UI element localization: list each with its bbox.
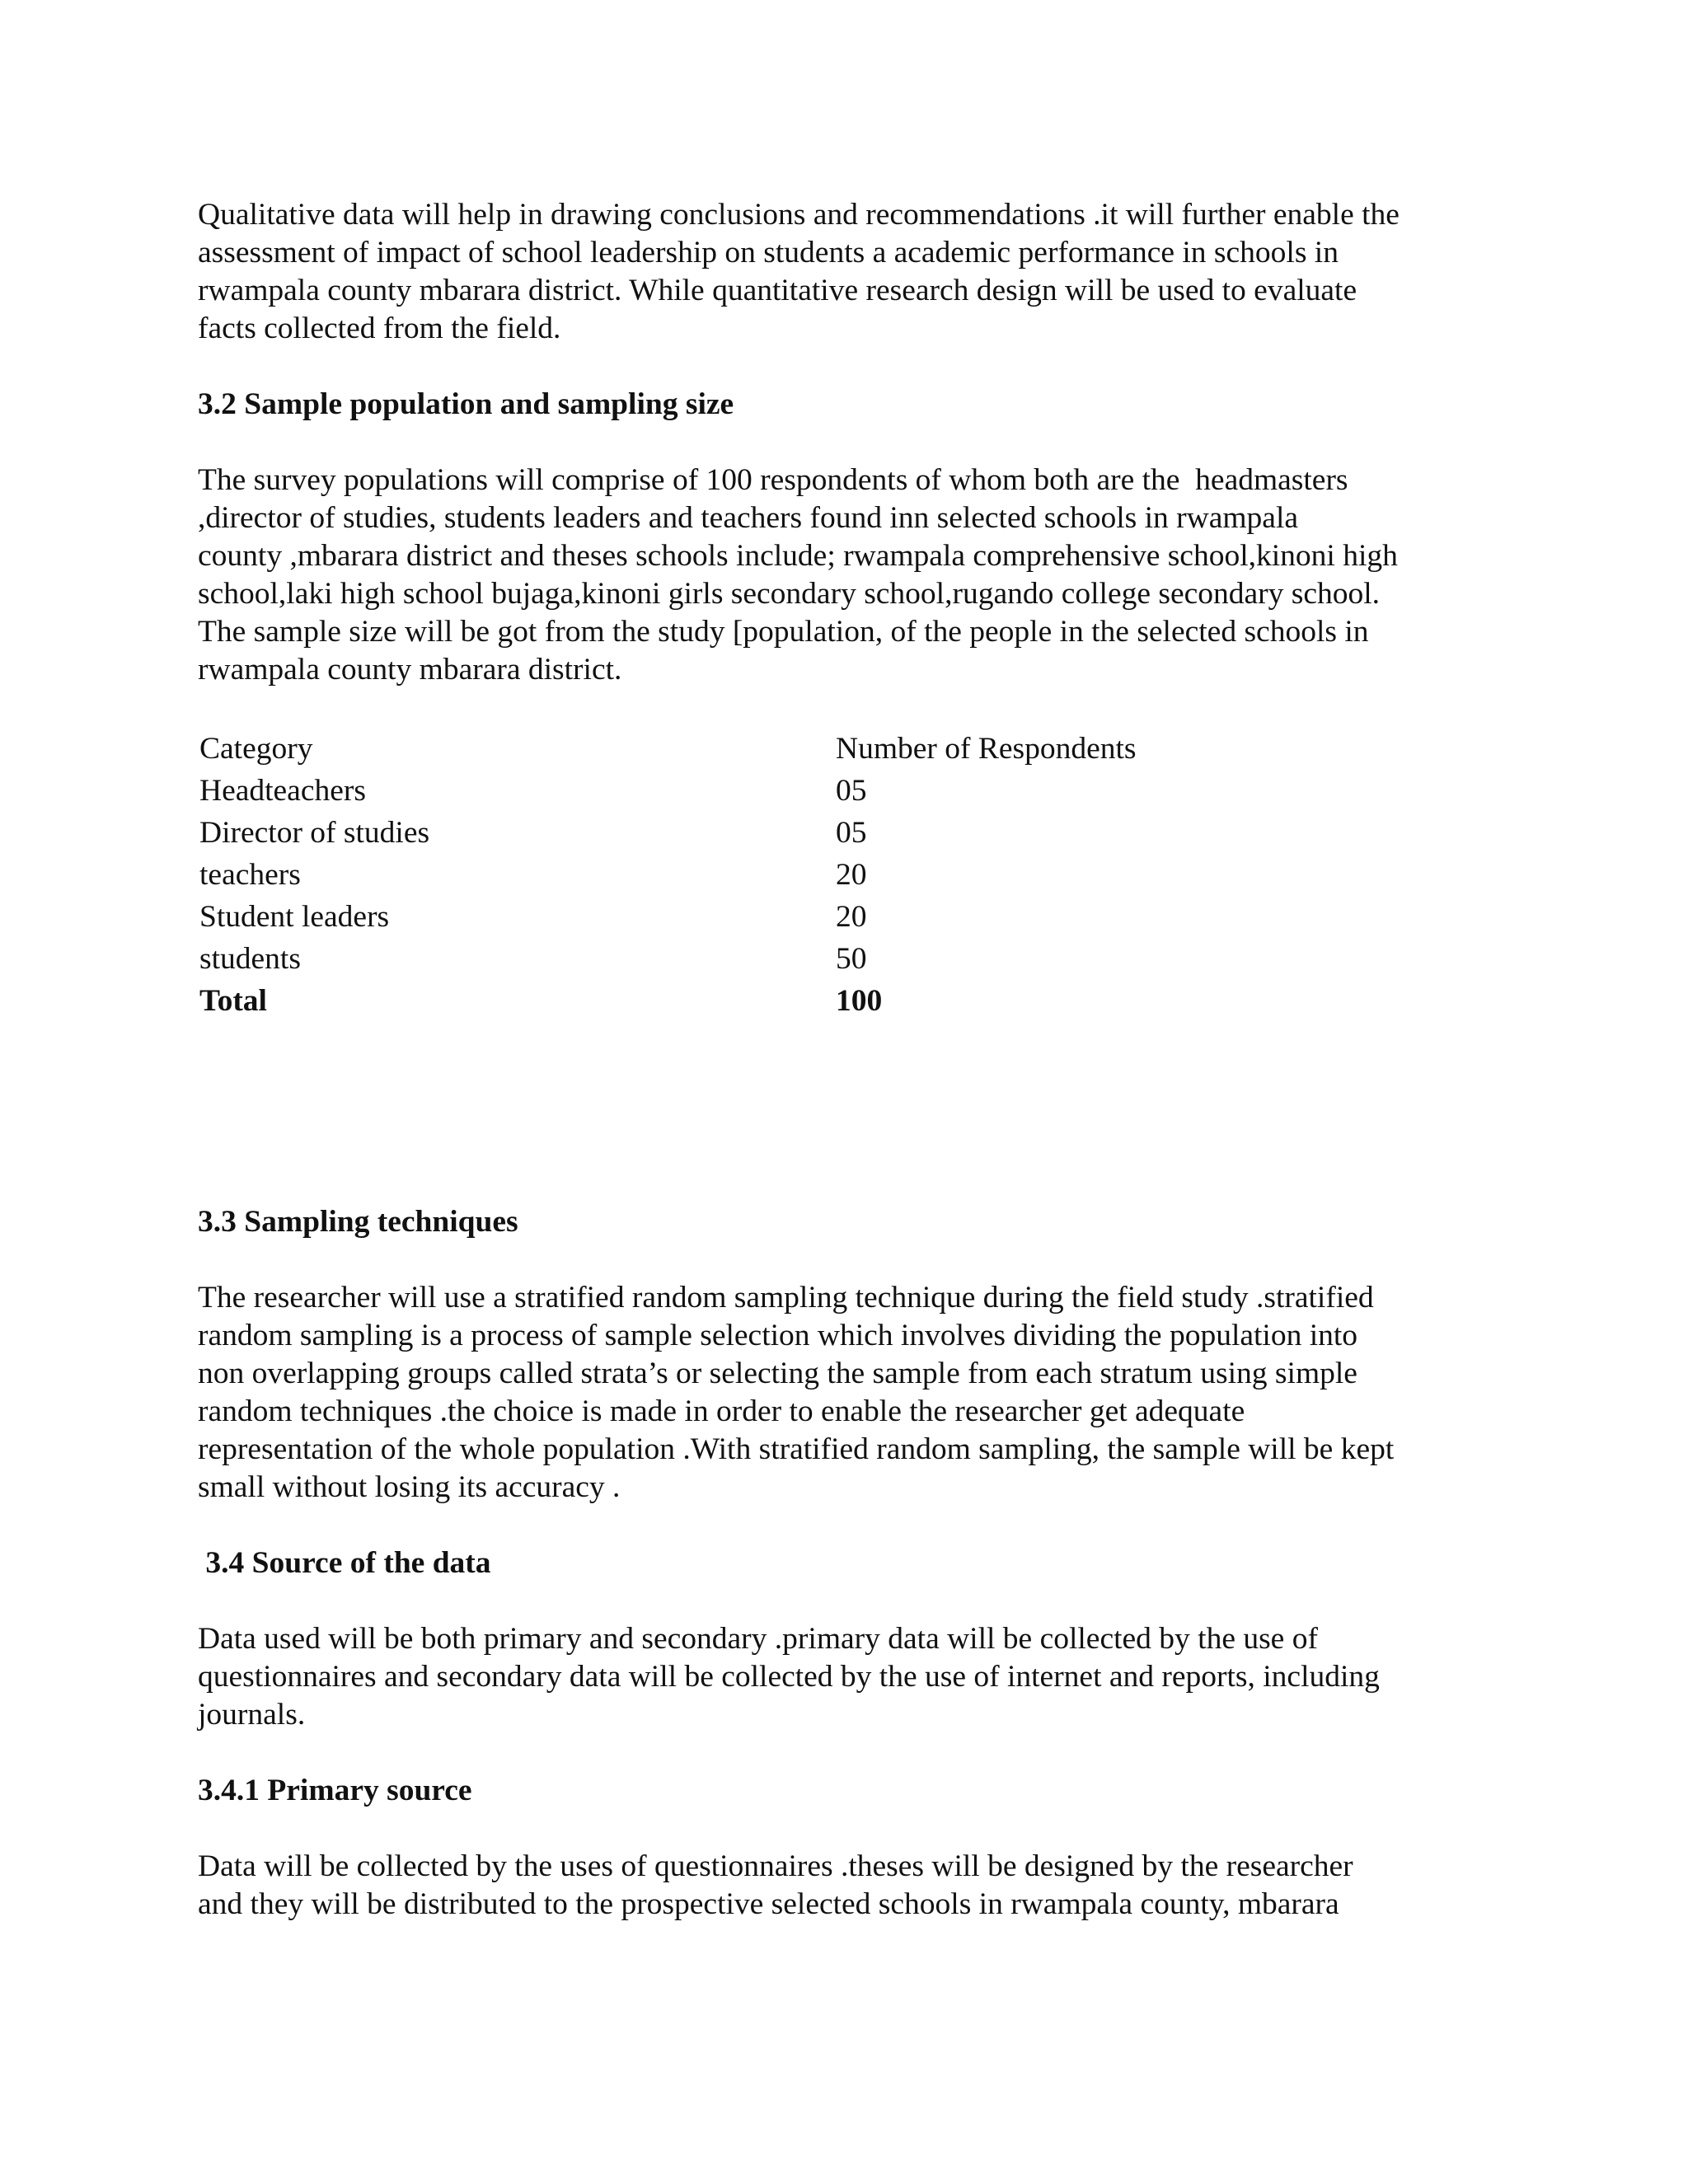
table-cell-category: Headteachers — [199, 774, 366, 808]
table-total-value: 100 — [836, 984, 883, 1018]
table-total-row — [199, 980, 1271, 1022]
table-cell-number: 20 — [836, 858, 867, 892]
paragraph-line: questionnaires and secondary data will be collected by the use of internet and reports, including — [198, 1660, 1380, 1694]
paragraph-line: small without losing its accuracy . — [198, 1470, 621, 1504]
table-cell-category: students — [199, 942, 301, 976]
paragraph-line: Data used will be both primary and secondary .primary data will be collected by the use of — [198, 1622, 1318, 1656]
section-3-4-paragraph — [198, 1620, 1484, 1734]
paragraph-line: ,director of studies, students leaders and teachers found inn selected schools in rwampala — [198, 501, 1299, 535]
table-cell-number: 20 — [836, 900, 867, 934]
table-cell-category: teachers — [199, 858, 301, 892]
section-3-4-1-paragraph — [198, 1848, 1484, 1924]
table-header-row — [199, 728, 1271, 770]
paragraph-line: The researcher will use a stratified random sampling technique during the field study .stratified — [198, 1281, 1374, 1315]
table-cell-category: Student leaders — [199, 900, 390, 934]
table-cell-category: Director of studies — [199, 816, 430, 850]
intro-line: Qualitative data will help in drawing conclusions and recommendations .it will further enable the — [198, 198, 1400, 232]
table-row — [199, 812, 1271, 854]
table-cell-number: 50 — [836, 942, 867, 976]
table-header-category: Category — [199, 732, 313, 766]
respondents-table — [199, 728, 1271, 1022]
paragraph-line: non overlapping groups called strata’s or selecting the sample from each stratum using simple — [198, 1357, 1357, 1390]
section-heading-3-4-1: 3.4.1 Primary source — [198, 1774, 472, 1807]
section-heading-3-4: 3.4 Source of the data — [198, 1546, 491, 1580]
paragraph-line: county ,mbarara district and theses schools include; rwampala comprehensive school,kinoni high — [198, 539, 1398, 573]
paragraph-line: random techniques .the choice is made in order to enable the researcher get adequate — [198, 1394, 1245, 1428]
table-row — [199, 938, 1271, 980]
table-row — [199, 854, 1271, 896]
section-heading-3-2: 3.2 Sample population and sampling size — [198, 387, 734, 421]
paragraph-line: rwampala county mbarara district. — [198, 653, 622, 687]
table-row — [199, 770, 1271, 812]
section-heading-3-3: 3.3 Sampling techniques — [198, 1205, 518, 1239]
intro-line: rwampala county mbarara district. While quantitative research design will be used to evaluate — [198, 274, 1357, 307]
section-3-3-paragraph — [198, 1279, 1484, 1507]
paragraph-line: journals. — [198, 1698, 306, 1732]
table-cell-number: 05 — [836, 774, 867, 808]
table-total-label: Total — [199, 984, 267, 1018]
section-3-2-paragraph — [198, 462, 1484, 689]
table-row — [199, 896, 1271, 938]
paragraph-line: random sampling is a process of sample selection which involves dividing the population into — [198, 1319, 1358, 1352]
table-cell-number: 05 — [836, 816, 867, 850]
paragraph-line: The sample size will be got from the study [population, of the people in the selected schools in — [198, 615, 1369, 649]
intro-line: facts collected from the field. — [198, 312, 561, 345]
paragraph-line: The survey populations will comprise of 100 respondents of whom both are the headmasters — [198, 463, 1348, 497]
paragraph-line: Data will be collected by the uses of questionnaires .theses will be designed by the researcher — [198, 1849, 1353, 1883]
paragraph-line: school,laki high school bujaga,kinoni girls secondary school,rugando college secondary school. — [198, 577, 1381, 611]
paragraph-line: and they will be distributed to the prospective selected schools in rwampala county, mbarara — [198, 1887, 1339, 1921]
intro-line: assessment of impact of school leadership on students a academic performance in schools in — [198, 236, 1339, 269]
intro-paragraph — [198, 196, 1484, 348]
table-header-number: Number of Respondents — [836, 732, 1137, 766]
paragraph-line: representation of the whole population .With stratified random sampling, the sample will be kept — [198, 1432, 1395, 1466]
